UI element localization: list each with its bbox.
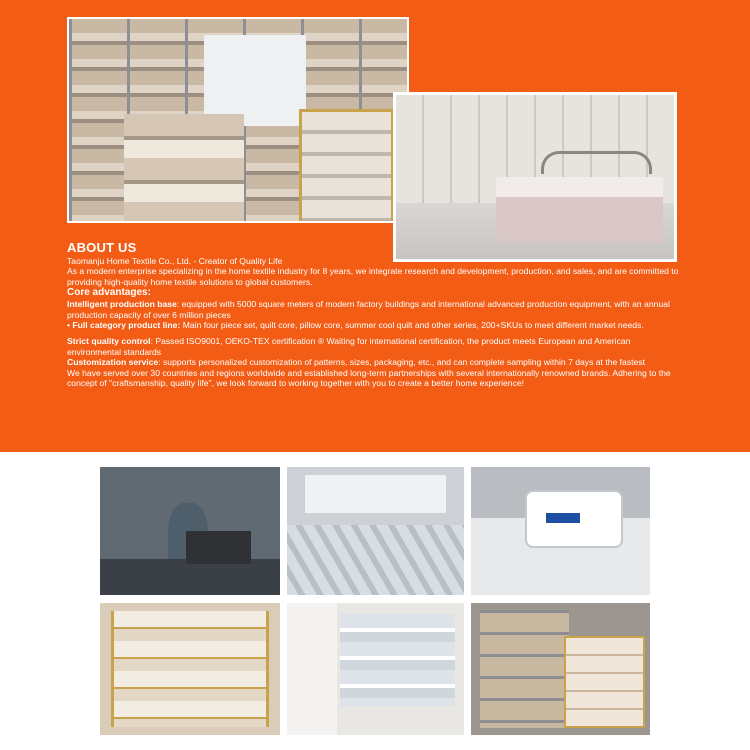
workshop-photo: [287, 467, 464, 595]
office-photo: [100, 467, 280, 595]
closing-statement: We have served over 30 countries and regions worldwide and established long-term partnerships with several internationally renowned brands. Adhering to the concept of "craftsmanship, quality life", we look forward to working together with you to create a better home experience!: [67, 367, 671, 389]
about-text: [67, 240, 679, 388]
showroom-photo: [393, 92, 677, 262]
about-title: ABOUT US: [67, 240, 137, 255]
core-advantages-heading: Core advantages:: [67, 287, 151, 299]
advantage-quality: Strict quality control: Passed ISO9001, OEKO-TEX certification ® Waiting for international certification, the product meets European and American environmental standards: [67, 336, 631, 357]
company-intro: As a modern enterprise specializing in the home textile industry for 8 years, we integrate research and development, production, and sales, and are committed to providing high-quality home textile solutions to global customers.: [67, 266, 679, 287]
sewing-machines-photo: [471, 467, 650, 595]
product-display-photo: [287, 603, 464, 735]
advantage-production: Intelligent production base: equipped with 5000 square meters of modern factory buildings and international advanced production equipment, with an annual production capacity of over 6 million pieces: [67, 299, 670, 320]
company-tagline: Taomanju Home Textile Co., Ltd. - Creator of Quality Life: [67, 256, 283, 266]
advantage-product-line: • Full category product line: Main four piece set, quilt core, pillow core, summer cool quilt and other series, 200+SKUs to meet different market needs.: [67, 320, 644, 331]
advantage-customization: Customization service: supports personalized customization of patterns, sizes, packaging, etc., and can complete sampling within 7 days at the fastest: [67, 357, 645, 368]
warehouse-photo: [67, 17, 409, 223]
fabric-shelves-photo: [100, 603, 280, 735]
showroom-rack-photo: [471, 603, 650, 735]
